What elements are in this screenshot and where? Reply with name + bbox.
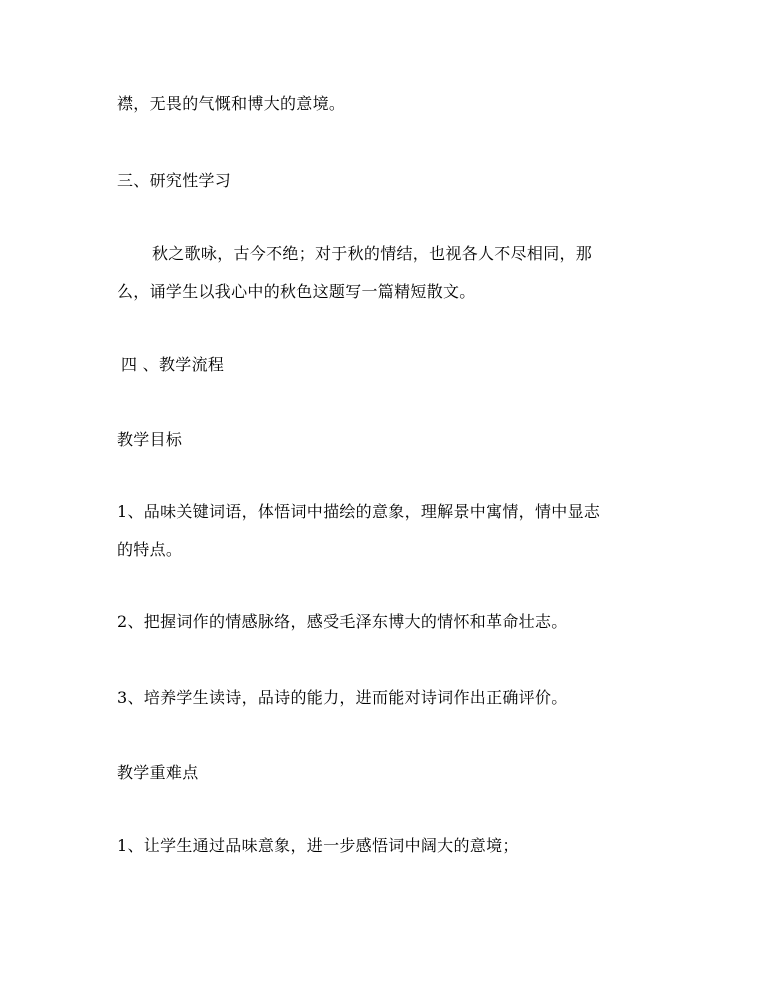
paragraph-line-1: 秋之歌咏，古今不绝；对于秋的情结，也视各人不尽相同，那 xyxy=(152,244,593,263)
objective-3: 3、培养学生读诗，品诗的能力，进而能对诗词作出正确评价。 xyxy=(117,688,568,707)
subheading-teaching-objectives: 教学目标 xyxy=(117,430,183,449)
objective-2: 2、把握词作的情感脉络，感受毛泽东博大的情怀和革命壮志。 xyxy=(117,612,568,631)
difficulty-1: 1、让学生通过品味意象，进一步感悟词中阔大的意境； xyxy=(117,836,519,855)
paragraph-continuation-line: 襟，无畏的气慨和博大的意境。 xyxy=(117,94,346,113)
paragraph-line-2: 么，诵学生以我心中的秋色这题写一篇精短散文。 xyxy=(117,282,476,301)
section-heading-research-study: 三、研究性学习 xyxy=(117,171,232,190)
objective-1-line-2: 的特点。 xyxy=(117,540,183,559)
subheading-key-difficulties: 教学重难点 xyxy=(117,763,199,782)
objective-1-line-1: 1、品味关键词语，体悟词中描绘的意象，理解景中寓情，情中显志 xyxy=(117,502,601,521)
section-heading-teaching-process: 四 、教学流程 xyxy=(121,355,225,374)
